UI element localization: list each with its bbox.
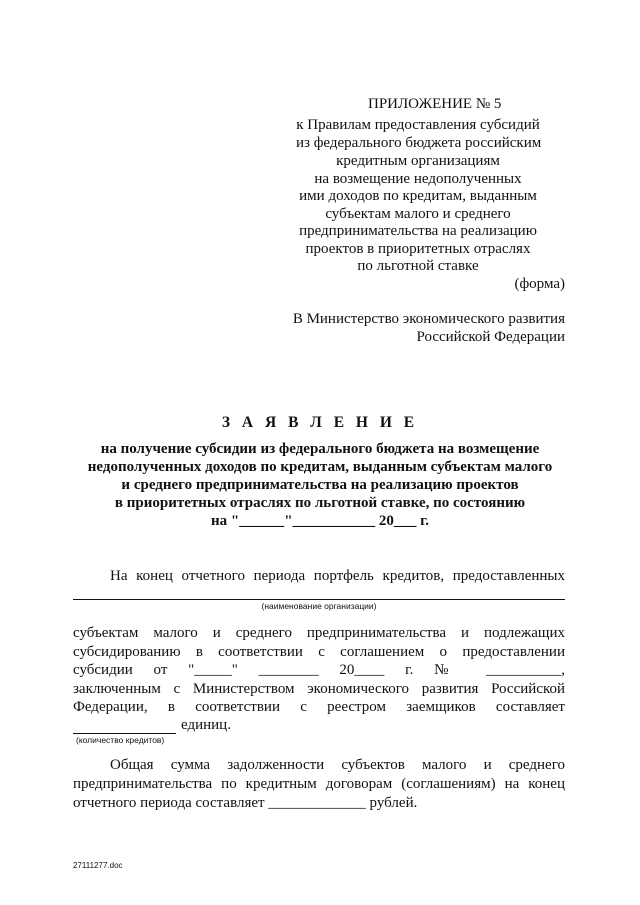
appendix-line: ими доходов по кредитам, выданным xyxy=(299,188,537,204)
appendix-line: из федерального бюджета российским xyxy=(296,135,542,151)
paragraph1-line: заключенным с Министерством экономического развития Российской xyxy=(73,681,565,697)
form-label: (форма) xyxy=(514,276,565,292)
appendix-line: на возмещение недополученных xyxy=(314,171,522,187)
paragraph2-line: Общая сумма задолженности субъектов малого и среднего xyxy=(110,757,565,773)
document-title: З А Я В Л Е Н И Е xyxy=(221,414,419,431)
appendix-line: субъектам малого и среднего xyxy=(325,206,511,222)
appendix-heading: ПРИЛОЖЕНИЕ № 5 xyxy=(368,96,502,112)
title-date-line: на "______"___________ 20___ г. xyxy=(211,513,429,529)
addressee-line: Российской Федерации xyxy=(416,329,565,345)
loan-count-line xyxy=(73,733,176,734)
appendix-line: к Правилам предоставления субсидий xyxy=(296,117,540,133)
appendix-line: проектов в приоритетных отраслях xyxy=(305,241,531,257)
appendix-line: кредитным организациям xyxy=(336,153,500,169)
paragraph1-line: субъектам малого и среднего предпринимательства и подлежащих xyxy=(73,625,565,641)
appendix-line: по льготной ставке xyxy=(357,258,479,274)
title-subline: и среднего предпринимательства на реализацию проектов xyxy=(121,477,519,493)
paragraph1-line: субсидии от "_____" ________ 20____ г. № __________, xyxy=(73,662,565,678)
paragraph1-line: субсидированию в соответствии с соглашением о предоставлении xyxy=(73,644,565,660)
organization-name-line xyxy=(73,599,565,600)
paragraph2-last-line: отчетного периода составляет _____________ рублей. xyxy=(73,795,418,811)
appendix-line: предпринимательства на реализацию xyxy=(299,223,537,239)
loan-count-caption: (количество кредитов) xyxy=(76,735,165,745)
paragraph2-line: предпринимательства по кредитным договорам (соглашениям) на конец xyxy=(73,776,565,792)
organization-name-caption: (наименование организации) xyxy=(261,601,377,611)
paragraph1-first-line: На конец отчетного периода портфель кредитов, предоставленных xyxy=(110,568,565,584)
file-name: 27111277.doc xyxy=(73,861,123,870)
title-subline: на получение субсидии из федерального бюджета на возмещение xyxy=(100,441,540,457)
paragraph1-line: Федерации, в соответствии с реестром заемщиков составляет xyxy=(73,699,565,715)
addressee-line: В Министерство экономического развития xyxy=(292,311,565,327)
title-subline: недополученных доходов по кредитам, выданным субъектам малого xyxy=(87,459,553,475)
title-subline: в приоритетных отраслях по льготной ставке, по состоянию xyxy=(114,495,526,511)
units-text: единиц. xyxy=(181,717,231,733)
